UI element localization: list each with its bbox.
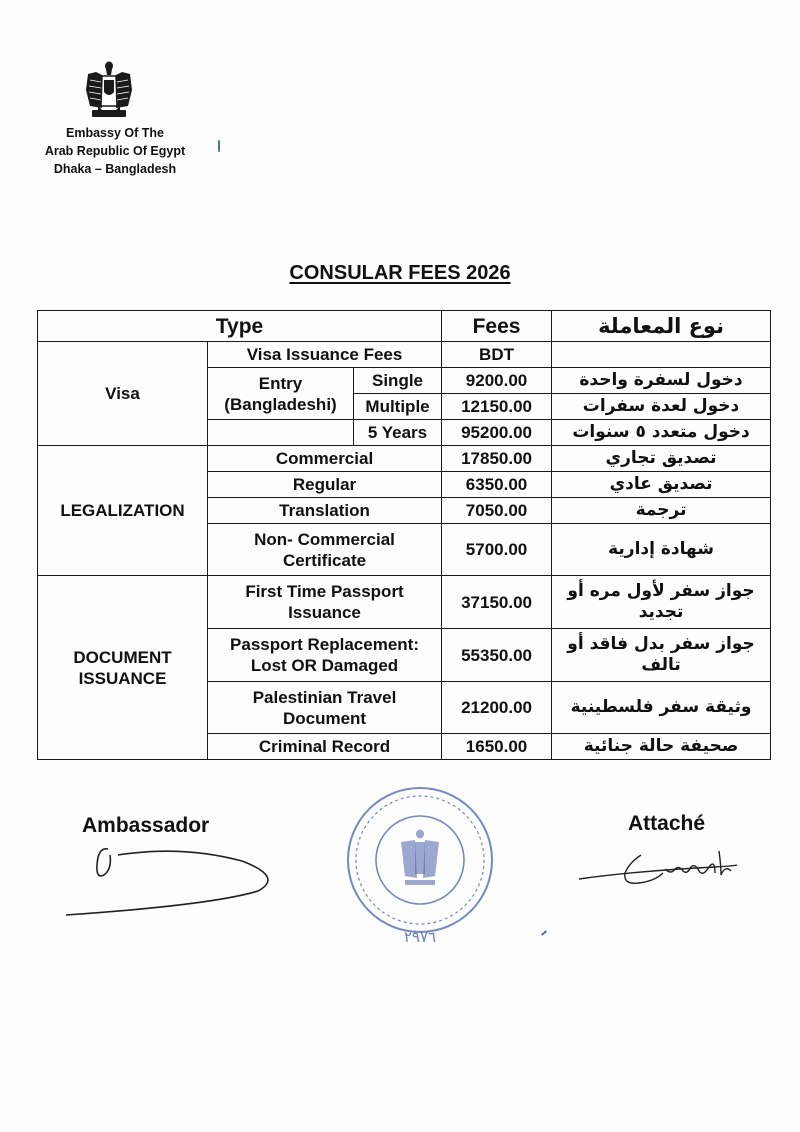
- document-title-text: CONSULAR FEES 2026: [289, 262, 511, 284]
- sub-type: 5 Years: [354, 420, 442, 446]
- seal-number: ٢٩٧٦: [403, 928, 437, 946]
- arabic-label: وثيقة سفر فلسطينية: [552, 682, 771, 734]
- arabic-label: جواز سفر لأول مره أو تجديد: [552, 576, 771, 629]
- arabic-label: صحيفة حالة جنائية: [552, 734, 771, 760]
- table-row: [38, 342, 771, 368]
- service-label-line-1: Passport Replacement:: [230, 635, 419, 654]
- ambassador-signature: [62, 835, 282, 920]
- service-label: Commercial: [208, 446, 442, 472]
- arabic-label: تصديق تجاري: [552, 446, 771, 472]
- fee-value: 6350.00: [442, 472, 552, 498]
- arabic-label: شهادة إدارية: [552, 524, 771, 576]
- header-fees: Fees: [442, 311, 552, 342]
- empty-cell: [208, 420, 354, 446]
- ink-mark: [541, 930, 547, 935]
- entry-label-line-1: Entry: [258, 373, 303, 393]
- service-label: Regular: [208, 472, 442, 498]
- service-label-line-1: Non- Commercial: [254, 529, 395, 549]
- sub-type: Single: [354, 368, 442, 394]
- service-label-line-2: Lost OR Damaged: [250, 656, 399, 675]
- service-label: Criminal Record: [208, 734, 442, 760]
- fee-value: 1650.00: [442, 734, 552, 760]
- service-label-line-1: Palestinian Travel: [252, 687, 397, 707]
- service-label-line-2: Document: [282, 708, 367, 728]
- service-label: Translation: [208, 498, 442, 524]
- attache-title: Attaché: [628, 812, 706, 835]
- fee-value: 95200.00: [442, 420, 552, 446]
- entry-label-line-2: (Bangladeshi): [224, 394, 337, 414]
- embassy-line-2: Arab Republic Of Egypt: [44, 144, 186, 158]
- fee-value: 12150.00: [442, 394, 552, 420]
- fee-value: 21200.00: [442, 682, 552, 734]
- category-visa: Visa: [38, 342, 208, 446]
- category-document-issuance: [38, 576, 208, 760]
- visa-issuance-label: Visa Issuance Fees: [208, 342, 442, 368]
- service-label: [208, 629, 442, 682]
- header-type: Type: [38, 311, 442, 342]
- arabic-label: دخول لعدة سفرات: [552, 394, 771, 420]
- fee-value: 9200.00: [442, 368, 552, 394]
- fee-value: 5700.00: [442, 524, 552, 576]
- fee-value: 7050.00: [442, 498, 552, 524]
- document-title: [0, 262, 800, 285]
- category-legalization: LEGALIZATION: [38, 446, 208, 576]
- fee-value: 55350.00: [442, 629, 552, 682]
- arabic-label: ترجمة: [552, 498, 771, 524]
- fees-table: [37, 310, 771, 760]
- ambassador-title: Ambassador: [82, 814, 210, 837]
- service-label: [208, 576, 442, 629]
- service-label-line-1: First Time Passport: [245, 582, 404, 601]
- embassy-line-1: Embassy Of The: [66, 126, 164, 140]
- ink-mark: [218, 140, 220, 152]
- arabic-label: تصديق عادي: [552, 472, 771, 498]
- service-label-line-2: Issuance: [288, 603, 361, 622]
- arabic-label: جواز سفر بدل فاقد أو تالف: [552, 629, 771, 682]
- currency-cell: BDT: [442, 342, 552, 368]
- table-header-row: [38, 311, 771, 342]
- table-row: [38, 576, 771, 629]
- eagle-emblem-icon: [84, 60, 134, 126]
- attache-signature: [575, 845, 745, 893]
- header-arabic: نوع المعاملة: [552, 311, 771, 342]
- embassy-line-3: Dhaka – Bangladesh: [53, 162, 177, 176]
- embassy-address: [40, 124, 190, 178]
- category-line-1: DOCUMENT: [73, 647, 172, 667]
- service-label: [208, 524, 442, 576]
- sub-type: Multiple: [354, 394, 442, 420]
- category-line-2: ISSUANCE: [78, 668, 167, 688]
- service-label: [208, 682, 442, 734]
- table-row: [38, 446, 771, 472]
- entry-label: [208, 368, 354, 420]
- empty-cell: [552, 342, 771, 368]
- fee-value: 37150.00: [442, 576, 552, 629]
- arabic-label: دخول لسفرة واحدة: [552, 368, 771, 394]
- embassy-seal-icon: [335, 778, 505, 948]
- arabic-label: دخول متعدد ٥ سنوات: [552, 420, 771, 446]
- fee-value: 17850.00: [442, 446, 552, 472]
- service-label-line-2: Certificate: [282, 550, 367, 570]
